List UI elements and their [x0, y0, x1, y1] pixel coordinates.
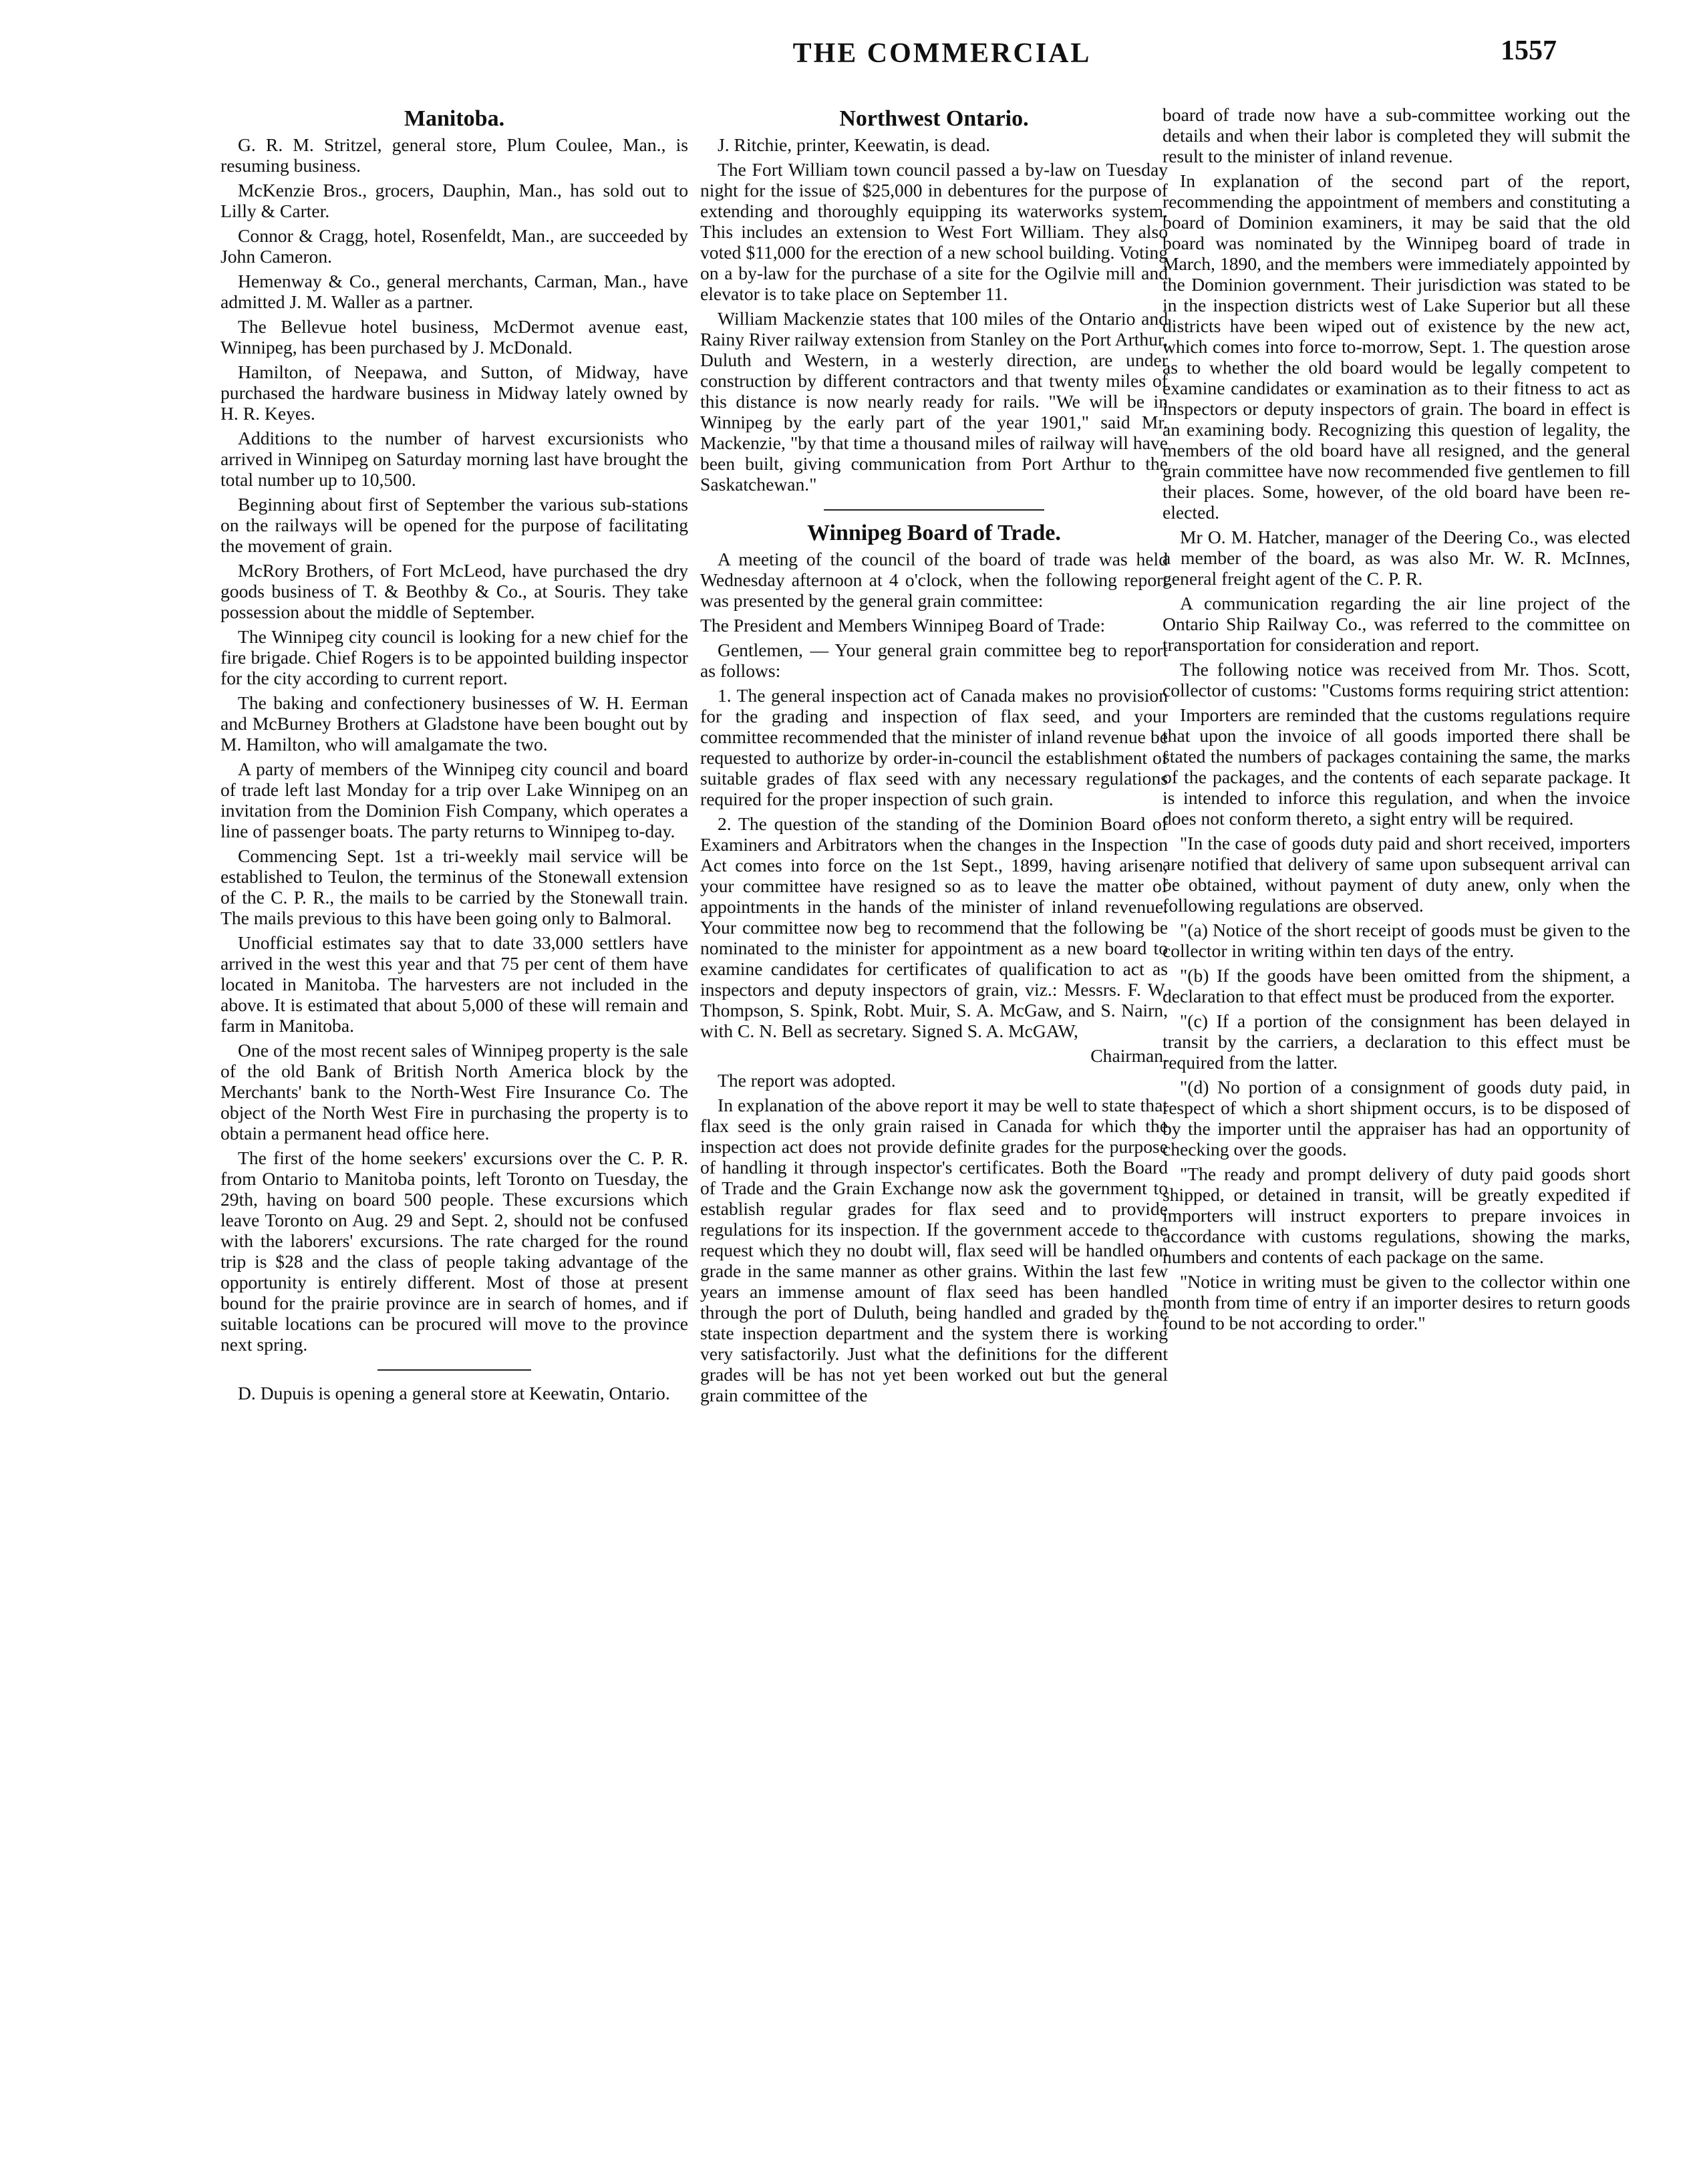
article-paragraph: board of trade now have a sub-committee working out the details and when their labor is completed they will submit the result to the minister of inland revenue.: [1163, 104, 1630, 166]
column-3: [1163, 104, 1630, 2149]
news-item: The baking and confectionery businesses of W. H. Eerman and McBurney Brothers at Gladstone have been bought out by M. Hamilton, who will amalgamate the two.: [220, 692, 688, 755]
news-item: Hemenway & Co., general merchants, Carman, Man., have admitted J. M. Waller as a partner.: [220, 271, 688, 312]
customs-notice: "(c) If a portion of the consignment has been delayed in transit by the carriers, a declaration to this effect must be required from the latter.: [1163, 1010, 1630, 1073]
section-divider: [377, 1369, 531, 1371]
news-item: The Fort William town council passed a by-law on Tuesday night for the issue of $25,000 in debentures for the purpose of extending and thoroughly equipping its waterworks system. This includes an extension to West Fort William. They also voted $11,000 for the erection of a new school building. Voting on a by-law for the purchase of a site for the Ogilvie mill and elevator is to take place on September 11.: [700, 159, 1168, 304]
news-item: Beginning about first of September the various sub-stations on the railways will be opened for the purpose of facilitating the movement of grain.: [220, 494, 688, 556]
article-paragraph: The report was adopted.: [718, 1070, 896, 1091]
section-heading-board-of-trade: Winnipeg Board of Trade.: [807, 521, 1061, 545]
section-heading-northwest-ontario: Northwest Ontario.: [839, 106, 1029, 131]
customs-notice: "In the case of goods duty paid and short received, importers are notified that delivery of same upon subsequent arrival can be obtained, without payment of duty anew, only when the following regulations are observed.: [1163, 833, 1630, 916]
news-item: D. Dupuis is opening a general store at Keewatin, Ontario.: [238, 1383, 670, 1403]
article-paragraph: In explanation of the second part of the report, recommending the appointment of members and constituting a board of Dominion examiners, it may be said that the old board was nominated by the Winnipeg board of trade in March, 1890, and the members were immediately appointed by the Dominion government. Their jurisdiction was stated to be in the inspection districts west of Lake Superior but all these districts have been wiped out of existence by the new act, which comes into force to-morrow, Sept. 1. The question arose as to whether the old board would be legally competent to examine candidates or examination as to their fitness to act as inspectors or deputy inspectors of grain. The board in effect is an examining body. Recognizing this question of legality, the members of the old board have all resigned, and the general grain committee have now recommended five gentlemen to fill their places. Some, however, of the old board have been re-elected.: [1163, 170, 1630, 523]
news-item: A party of members of the Winnipeg city council and board of trade left last Monday for a trip over Lake Winnipeg on an invitation from the Dominion Fish Company, which operates a line of passenger boats. The party returns to Winnipeg to-day.: [220, 759, 688, 841]
news-item: J. Ritchie, printer, Keewatin, is dead.: [718, 134, 991, 155]
news-item: McKenzie Bros., grocers, Dauphin, Man., has sold out to Lilly & Carter.: [220, 180, 688, 221]
section-heading-manitoba: Manitoba.: [404, 106, 505, 131]
news-item: G. R. M. Stritzel, general store, Plum Coulee, Man., is resuming business.: [220, 134, 688, 176]
news-item: The Winnipeg city council is looking for a new chief for the fire brigade. Chief Rogers is to be appointed building inspector for the city according to current report.: [220, 626, 688, 688]
news-item: The Bellevue hotel business, McDermot avenue east, Winnipeg, has been purchased by J. McDonald.: [220, 316, 688, 358]
news-item: One of the most recent sales of Winnipeg property is the sale of the old Bank of British North America block by the Merchants' bank to the North-West Fire Insurance Co. The object of the North West Fire in purchasing the property is to obtain a permanent head office here.: [220, 1040, 688, 1143]
customs-notice: "(d) No portion of a consignment of goods duty paid, in respect of which a short shipment occurs, is to be disposed of by the importer until the appraiser has had an opportunity of checking over the goods.: [1163, 1077, 1630, 1159]
article-paragraph: Mr O. M. Hatcher, manager of the Deering Co., was elected a member of the board, as was also Mr. W. R. McInnes, general freight agent of the C. P. R.: [1163, 527, 1630, 589]
news-item: Hamilton, of Neepawa, and Sutton, of Midway, have purchased the hardware business in Midway lately owned by H. R. Keyes.: [220, 362, 688, 424]
article-paragraph: A communication regarding the air line project of the Ontario Ship Railway Co., was referred to the committee on transportation for consideration and report.: [1163, 593, 1630, 655]
article-paragraph: The following notice was received from Mr. Thos. Scott, collector of customs: "Customs forms requiring strict attention:: [1163, 659, 1630, 700]
article-paragraph: In explanation of the above report it may be well to state that flax seed is the only grain raised in Canada for which the inspection act does not provide definite grades for the purpose of handling it through inspector's certificates. Both the Board of Trade and the Grain Exchange now ask the government to establish regular grades for flax seed and to provide regulations for its inspection. If the government accede to the request which they no doubt will, flax seed will be handled on grade in the same manner as other grains. Within the last few years an immense amount of flax seed has been handled through the port of Duluth, being handled and graded by the state inspection department and the system there is working very satisfactorily. Just what the definitions for the different grades will be has not yet been worked out but the general grain committee of the: [700, 1095, 1168, 1405]
customs-notice: "(b) If the goods have been omitted from the shipment, a declaration to that effect must be produced from the exporter.: [1163, 965, 1630, 1006]
report-salutation: The President and Members Winnipeg Board of Trade:: [700, 615, 1106, 636]
customs-notice: "Notice in writing must be given to the collector within one month from time of entry if an importer desires to return goods found to be not according to order.": [1163, 1271, 1630, 1333]
news-item: Connor & Cragg, hotel, Rosenfeldt, Man., are succeeded by John Cameron.: [220, 225, 688, 267]
report-item: 2. The question of the standing of the Dominion Board of Examiners and Arbitrators when the changes in the Inspection Act comes into force on the 1st Sept., 1899, having arisen, your committee have resigned so as to leave the matter of appointments in the hands of the minister of inland revenue. Your committee now beg to recommend that the following be nominated to the minister for appointment as a new board to examine candidates for certificates of qualification to act as inspectors and deputy inspectors of grain, viz.: Messrs. F. W. Thompson, S. Spink, Robt. Muir, S. A. McGaw, and S. Nairn, with C. N. Bell as secretary. Signed S. A. McGAW,: [700, 813, 1168, 1041]
news-item: Additions to the number of harvest excursionists who arrived in Winnipeg on Saturday morning last have brought the total number up to 10,500.: [220, 428, 688, 490]
article-paragraph: Gentlemen, — Your general grain committee beg to report as follows:: [700, 640, 1168, 681]
customs-notice: "(a) Notice of the short receipt of goods must be given to the collector in writing within ten days of the entry.: [1163, 920, 1630, 961]
masthead: [0, 24, 1693, 84]
news-item: The first of the home seekers' excursions over the C. P. R. from Ontario to Manitoba points, left Toronto on Tuesday, the 29th, having on board 500 people. These excursions which leave Toronto on Aug. 29 and Sept. 2, should not be confused with the laborers' excursions. The rate charged for the round trip is $28 and the class of people taking advantage of the opportunity is entirely different. Most of those at present bound for the prairie province are in search of homes, and if suitable locations can be procured will move to the province next spring.: [220, 1147, 688, 1355]
customs-notice: "The ready and prompt delivery of duty paid goods short shipped, or detained in transit, will be greatly expedited if importers will instruct exporters to prepare invoices in accordance with customs regulations, showing the marks, numbers and contents of each package on the same.: [1163, 1164, 1630, 1267]
article-paragraph: A meeting of the council of the board of trade was held Wednesday afternoon at 4 o'clock, when the following report was presented by the general grain committee:: [700, 549, 1168, 611]
section-divider: [824, 509, 1044, 511]
customs-notice: Importers are reminded that the customs regulations require that upon the invoice of all goods imported there shall be stated the numbers of packages containing the same, the marks of the packages, and the contents of each separate package. It is intended to inforce this regulation, and when the invoice does not conform thereto, a sight entry will be required.: [1163, 704, 1630, 829]
news-item: Commencing Sept. 1st a tri-weekly mail service will be established to Teulon, the terminus of the Stonewall extension of the C. P. R., the mails to be carried by the Stonewall train. The mails previous to this have been going only to Balmoral.: [220, 845, 688, 928]
report-item: 1. The general inspection act of Canada makes no provision for the grading and inspection of flax seed, and your committee recommended that the minister of inland revenue be requested to authorize by order-in-council the establishment of suitable grades of flax seed with any necessary regulations required for the proper inspection of such grain.: [700, 685, 1168, 809]
report-signer-title: Chairman.: [1090, 1045, 1168, 1066]
news-item: McRory Brothers, of Fort McLeod, have purchased the dry goods business of T. & Beothby & Co., at Souris. They take possession about the middle of September.: [220, 560, 688, 622]
page-number: 1557: [1501, 35, 1557, 66]
news-item: Unofficial estimates say that to date 33,000 settlers have arrived in the west this year and that 75 per cent of them have located in Manitoba. The harvesters are not included in the above. It is estimated that about 5,000 of these will remain and farm in Manitoba.: [220, 932, 688, 1036]
news-item: William Mackenzie states that 100 miles of the Ontario and Rainy River railway extension from Stanley on the Port Arthur, Duluth and Western, in a westerly direction, are under construction by different contractors and that twenty miles of this distance is now nearly ready for rails. "We will be in Winnipeg by the early part of the year 1901," said Mr. Mackenzie, "by that time a thousand miles of railway will have been built, giving communication from Port Arthur to the Saskatchewan.": [700, 308, 1168, 495]
column-2: [700, 104, 1168, 2149]
publication-title: THE COMMERCIAL: [792, 38, 1092, 69]
column-1: [220, 104, 688, 2149]
